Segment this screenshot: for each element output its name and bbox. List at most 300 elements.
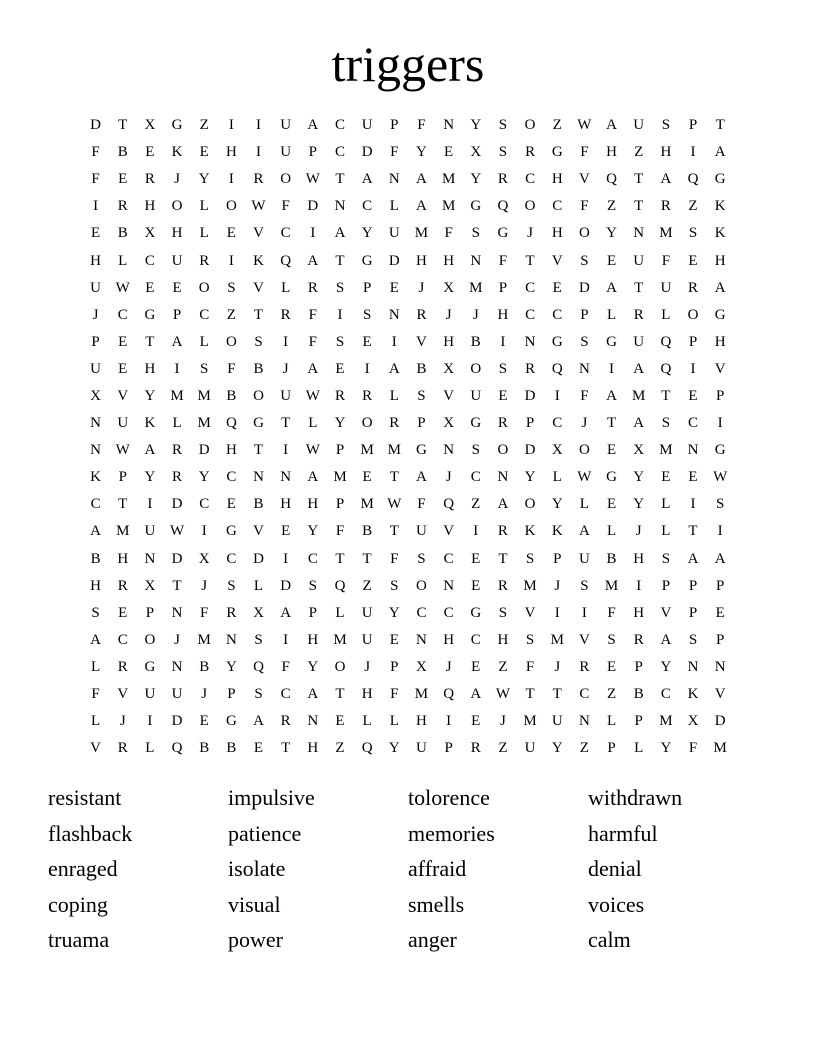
grid-letter: S	[417, 387, 426, 404]
grid-letter: P	[172, 306, 182, 323]
grid-letter: R	[525, 360, 536, 377]
word-list-item: affraid	[408, 856, 467, 882]
grid-letter: O	[144, 631, 156, 648]
grid-row	[82, 600, 734, 627]
grid-letter: U	[416, 740, 427, 757]
grid-letter: E	[335, 360, 345, 377]
grid-letter: M	[441, 198, 456, 215]
grid-letter: P	[227, 686, 236, 703]
grid-letter: J	[201, 577, 208, 594]
grid-letter: M	[170, 387, 184, 404]
grid-letter: M	[333, 631, 347, 648]
grid-letter: J	[92, 306, 99, 323]
grid-letter: T	[335, 171, 345, 188]
grid-letter: T	[118, 496, 128, 513]
grid-letter: W	[713, 469, 728, 486]
grid-letter: M	[197, 415, 211, 432]
grid-letter: C	[579, 686, 590, 703]
grid-letter: U	[633, 117, 645, 134]
word-list-item: impulsive	[228, 785, 315, 810]
grid-letter: K	[253, 252, 264, 269]
grid-letter: V	[551, 252, 563, 269]
grid-row	[82, 139, 734, 166]
grid-letter: F	[390, 144, 399, 161]
word-list-item: denial	[588, 856, 642, 882]
grid-letter: R	[497, 171, 508, 188]
grid-letter: I	[554, 604, 560, 621]
grid-letter: E	[606, 658, 617, 675]
grid-letter: G	[714, 171, 726, 188]
word-list	[48, 780, 768, 958]
grid-letter: J	[174, 631, 180, 648]
grid-letter: A	[144, 442, 156, 459]
grid-letter: H	[171, 225, 183, 242]
grid-letter: Q	[687, 171, 699, 188]
grid-letter: O	[198, 279, 210, 296]
grid-letter: J	[554, 577, 561, 594]
grid-letter: A	[171, 333, 183, 350]
grid-letter: N	[171, 658, 183, 675]
grid-letter: A	[470, 686, 482, 703]
grid-letter: R	[172, 469, 183, 486]
grid-letter: Y	[307, 658, 319, 675]
grid-letter: A	[90, 631, 101, 648]
word-list-item: patience	[228, 820, 302, 846]
grid-letter: U	[280, 117, 292, 134]
grid-letter: R	[307, 279, 318, 296]
grid-letter: Y	[470, 171, 482, 188]
grid-letter: R	[199, 252, 210, 269]
grid-letter: O	[361, 415, 373, 432]
grid-letter: C	[525, 306, 536, 323]
grid-letter: I	[174, 360, 180, 377]
grid-letter: Y	[633, 469, 645, 486]
grid-row	[82, 220, 734, 247]
grid-letter: M	[659, 442, 673, 459]
grid-letter: G	[225, 523, 237, 540]
grid-letter: R	[688, 279, 699, 296]
grid-letter: S	[607, 631, 616, 648]
grid-letter: X	[687, 713, 699, 730]
grid-letter: J	[364, 658, 371, 675]
grid-letter: S	[91, 604, 100, 621]
grid-letter: Q	[443, 496, 455, 513]
grid-letter: C	[552, 415, 563, 432]
word-list-item: truama	[48, 927, 110, 953]
grid-letter: A	[606, 117, 617, 134]
grid-letter: H	[416, 713, 427, 730]
grid-letter: E	[444, 144, 454, 161]
grid-letter: E	[389, 631, 399, 648]
grid-letter: C	[443, 604, 454, 621]
grid-letter: E	[715, 604, 725, 621]
grid-letter: N	[470, 252, 482, 269]
grid-row	[82, 735, 734, 762]
grid-letter: E	[118, 171, 128, 188]
grid-letter: S	[254, 333, 263, 350]
grid-letter: L	[281, 279, 291, 296]
grid-letter: X	[551, 442, 563, 459]
grid-letter: D	[171, 713, 183, 730]
grid-letter: L	[362, 713, 372, 730]
grid-row	[82, 654, 734, 681]
grid-letter: E	[335, 713, 345, 730]
grid-letter: E	[172, 279, 182, 296]
grid-letter: A	[714, 279, 726, 296]
grid-letter: K	[144, 415, 156, 432]
grid-letter: B	[199, 658, 210, 675]
grid-letter: W	[115, 279, 130, 296]
grid-letter: Q	[606, 171, 617, 188]
grid-letter: K	[524, 523, 536, 540]
grid-letter: H	[90, 252, 101, 269]
grid-letter: B	[226, 387, 237, 404]
grid-letter: X	[253, 604, 264, 621]
grid-letter: F	[580, 144, 589, 161]
grid-letter: V	[253, 225, 264, 242]
grid-row	[82, 518, 734, 545]
grid-letter: T	[498, 550, 508, 567]
grid-letter: P	[91, 333, 100, 350]
grid-row	[82, 546, 734, 573]
grid-letter: A	[416, 198, 427, 215]
grid-letter: J	[282, 360, 289, 377]
grid-letter: Y	[198, 469, 210, 486]
grid-letter: D	[524, 442, 536, 459]
grid-letter: X	[144, 225, 156, 242]
grid-letter: R	[579, 658, 590, 675]
grid-letter: H	[443, 252, 455, 269]
grid-letter: O	[470, 360, 482, 377]
grid-row	[82, 166, 734, 193]
grid-letter: K	[90, 469, 101, 486]
grid-letter: H	[633, 550, 645, 567]
word-list-item: tolorence	[408, 785, 490, 810]
grid-letter: S	[200, 360, 209, 377]
grid-letter: Y	[660, 658, 672, 675]
grid-letter: C	[470, 631, 481, 648]
grid-letter: A	[633, 415, 645, 432]
grid-letter: C	[416, 604, 427, 621]
grid-letter: M	[441, 171, 456, 188]
grid-letter: H	[307, 496, 319, 513]
grid-letter: P	[580, 306, 589, 323]
grid-letter: C	[334, 117, 345, 134]
grid-letter: T	[525, 252, 535, 269]
grid-letter: L	[389, 713, 399, 730]
grid-letter: I	[500, 333, 506, 350]
grid-letter: W	[577, 469, 592, 486]
grid-letter: S	[362, 306, 372, 323]
grid-letter: M	[387, 442, 401, 459]
grid-letter: C	[117, 306, 128, 323]
grid-letter: I	[147, 713, 153, 730]
grid-letter: J	[500, 713, 506, 730]
grid-letter: P	[553, 550, 562, 567]
grid-letter: T	[335, 550, 345, 567]
grid-letter: G	[144, 306, 156, 323]
grid-letter: X	[443, 360, 455, 377]
grid-letter: Y	[524, 469, 536, 486]
grid-letter: P	[661, 577, 671, 594]
grid-letter: V	[253, 279, 264, 296]
word-list-item: calm	[588, 927, 631, 953]
grid-letter: I	[364, 360, 370, 377]
grid-letter: H	[144, 360, 156, 377]
grid-letter: A	[253, 713, 264, 730]
word-list-item: withdrawn	[588, 785, 683, 810]
grid-letter: E	[471, 577, 481, 594]
grid-letter: F	[335, 523, 345, 540]
grid-letter: F	[444, 225, 453, 242]
grid-letter: Z	[226, 306, 236, 323]
grid-letter: B	[226, 740, 237, 757]
grid-letter: B	[416, 360, 427, 377]
grid-letter: N	[388, 171, 400, 188]
grid-letter: P	[362, 279, 372, 296]
grid-letter: L	[335, 604, 345, 621]
grid-letter: N	[334, 198, 346, 215]
grid-letter: T	[715, 117, 725, 134]
word-list-item: memories	[408, 820, 495, 846]
word-list-item: harmful	[588, 820, 658, 846]
grid-letter: A	[388, 360, 400, 377]
grid-letter: I	[554, 387, 560, 404]
grid-letter: H	[551, 225, 563, 242]
grid-letter: E	[606, 442, 617, 459]
grid-letter: C	[688, 415, 699, 432]
grid-letter: N	[687, 442, 699, 459]
grid-letter: Z	[552, 117, 562, 134]
grid-letter: L	[661, 306, 671, 323]
grid-letter: Q	[497, 198, 509, 215]
grid-letter: U	[361, 117, 373, 134]
grid-letter: W	[387, 496, 402, 513]
grid-letter: B	[470, 333, 481, 350]
grid-letter: S	[688, 631, 698, 648]
grid-letter: A	[633, 360, 645, 377]
word-list-item: resistant	[48, 785, 122, 810]
grid-row	[82, 247, 734, 274]
grid-letter: A	[361, 171, 373, 188]
grid-letter: E	[90, 225, 101, 242]
grid-letter: N	[443, 442, 455, 459]
grid-letter: N	[144, 550, 156, 567]
grid-letter: I	[93, 198, 99, 215]
grid-row	[82, 410, 734, 437]
grid-letter: P	[335, 496, 345, 513]
grid-letter: U	[633, 333, 645, 350]
grid-letter: C	[525, 171, 536, 188]
grid-letter: S	[580, 577, 589, 594]
grid-letter: G	[470, 198, 482, 215]
grid-letter: G	[171, 117, 183, 134]
grid-letter: J	[119, 713, 126, 730]
grid-letter: N	[90, 442, 101, 459]
grid-letter: Q	[443, 686, 455, 703]
grid-letter: N	[253, 469, 264, 486]
grid-letter: G	[470, 415, 482, 432]
grid-letter: S	[227, 279, 236, 296]
grid-row	[82, 627, 734, 654]
grid-letter: F	[281, 658, 290, 675]
grid-letter: T	[335, 252, 345, 269]
grid-letter: C	[443, 550, 454, 567]
grid-letter: F	[580, 198, 589, 215]
grid-letter: S	[688, 225, 698, 242]
grid-letter: S	[227, 577, 236, 594]
grid-letter: E	[606, 252, 617, 269]
grid-letter: A	[714, 550, 726, 567]
grid-letter: Z	[688, 198, 698, 215]
grid-letter: N	[524, 333, 536, 350]
grid-letter: U	[90, 279, 101, 296]
grid-letter: I	[581, 604, 587, 621]
grid-letter: N	[633, 225, 645, 242]
grid-letter: X	[443, 415, 455, 432]
grid-letter: P	[417, 415, 426, 432]
grid-letter: Z	[471, 496, 481, 513]
grid-letter: U	[171, 686, 183, 703]
grid-row	[82, 681, 734, 708]
word-list-item: enraged	[48, 856, 118, 882]
grid-letter: U	[416, 523, 427, 540]
grid-letter: R	[633, 631, 644, 648]
grid-row	[82, 112, 734, 139]
grid-letter: M	[713, 740, 727, 757]
grid-letter: X	[633, 442, 645, 459]
grid-row	[82, 275, 734, 302]
grid-letter: Z	[634, 144, 644, 161]
grid-letter: V	[416, 333, 427, 350]
grid-letter: B	[117, 144, 128, 161]
grid-letter: E	[118, 360, 128, 377]
grid-letter: F	[688, 740, 698, 757]
grid-letter: Y	[198, 171, 210, 188]
grid-letter: W	[169, 523, 185, 540]
grid-letter: Y	[225, 658, 237, 675]
grid-letter: A	[416, 469, 427, 486]
grid-letter: G	[361, 252, 373, 269]
grid-letter: N	[497, 469, 509, 486]
grid-letter: C	[552, 198, 563, 215]
grid-letter: N	[171, 604, 183, 621]
grid-letter: E	[688, 252, 698, 269]
grid-letter: V	[578, 171, 590, 188]
grid-letter: V	[117, 686, 129, 703]
grid-letter: R	[389, 415, 400, 432]
grid-letter: E	[471, 713, 481, 730]
grid-letter: U	[117, 415, 129, 432]
grid-letter: D	[280, 577, 292, 594]
grid-letter: X	[90, 387, 101, 404]
grid-letter: J	[445, 306, 452, 323]
grid-letter: G	[225, 713, 237, 730]
grid-letter: N	[578, 713, 590, 730]
grid-letter: L	[579, 496, 589, 513]
grid-letter: T	[172, 577, 182, 594]
grid-letter: D	[524, 387, 536, 404]
grid-letter: O	[524, 496, 536, 513]
grid-letter: W	[305, 387, 320, 404]
grid-letter: V	[117, 387, 129, 404]
grid-letter: K	[171, 144, 183, 161]
word-list-item: flashback	[48, 820, 133, 846]
grid-letter: T	[389, 469, 399, 486]
grid-letter: I	[283, 442, 289, 459]
grid-letter: S	[716, 496, 725, 513]
grid-letter: Q	[361, 740, 373, 757]
letter-grid	[82, 112, 734, 762]
grid-letter: R	[117, 658, 128, 675]
grid-letter: M	[360, 442, 374, 459]
grid-letter: F	[390, 686, 399, 703]
grid-letter: N	[578, 360, 590, 377]
grid-letter: M	[550, 631, 564, 648]
grid-letter: S	[335, 279, 345, 296]
grid-letter: H	[90, 577, 101, 594]
grid-letter: V	[714, 360, 726, 377]
grid-letter: T	[552, 686, 562, 703]
word-list-item: visual	[228, 891, 281, 917]
grid-letter: P	[444, 740, 453, 757]
grid-letter: I	[147, 496, 153, 513]
grid-letter: P	[607, 740, 616, 757]
grid-letter: U	[171, 252, 183, 269]
grid-letter: R	[280, 713, 291, 730]
grid-letter: B	[633, 686, 644, 703]
grid-letter: O	[225, 333, 237, 350]
grid-letter: H	[225, 144, 237, 161]
grid-letter: P	[498, 279, 508, 296]
grid-letter: I	[690, 496, 696, 513]
grid-letter: G	[714, 442, 726, 459]
grid-letter: Y	[551, 496, 563, 513]
grid-letter: I	[391, 333, 397, 350]
grid-letter: H	[606, 144, 617, 161]
grid-letter: E	[688, 469, 698, 486]
grid-letter: C	[226, 469, 237, 486]
grid-letter: S	[254, 686, 263, 703]
grid-letter: I	[283, 333, 289, 350]
grid-letter: O	[524, 117, 536, 134]
grid-letter: I	[473, 523, 479, 540]
grid-letter: O	[253, 387, 264, 404]
grid-letter: A	[307, 117, 319, 134]
grid-letter: T	[606, 415, 617, 432]
grid-letter: T	[634, 198, 644, 215]
grid-letter: R	[280, 306, 291, 323]
grid-letter: F	[525, 658, 535, 675]
grid-row	[82, 302, 734, 329]
grid-letter: I	[256, 144, 262, 161]
grid-letter: Y	[660, 740, 672, 757]
grid-letter: L	[145, 740, 155, 757]
grid-letter: H	[361, 686, 373, 703]
grid-letter: O	[497, 442, 509, 459]
grid-letter: U	[280, 144, 292, 161]
grid-letter: M	[116, 523, 130, 540]
grid-letter: X	[470, 144, 482, 161]
grid-letter: M	[333, 469, 347, 486]
word-list-item: isolate	[228, 856, 286, 882]
grid-letter: S	[661, 550, 671, 567]
grid-letter: T	[253, 306, 264, 323]
grid-letter: D	[388, 252, 400, 269]
grid-letter: H	[551, 171, 563, 188]
grid-letter: A	[307, 252, 319, 269]
grid-letter: P	[118, 469, 127, 486]
